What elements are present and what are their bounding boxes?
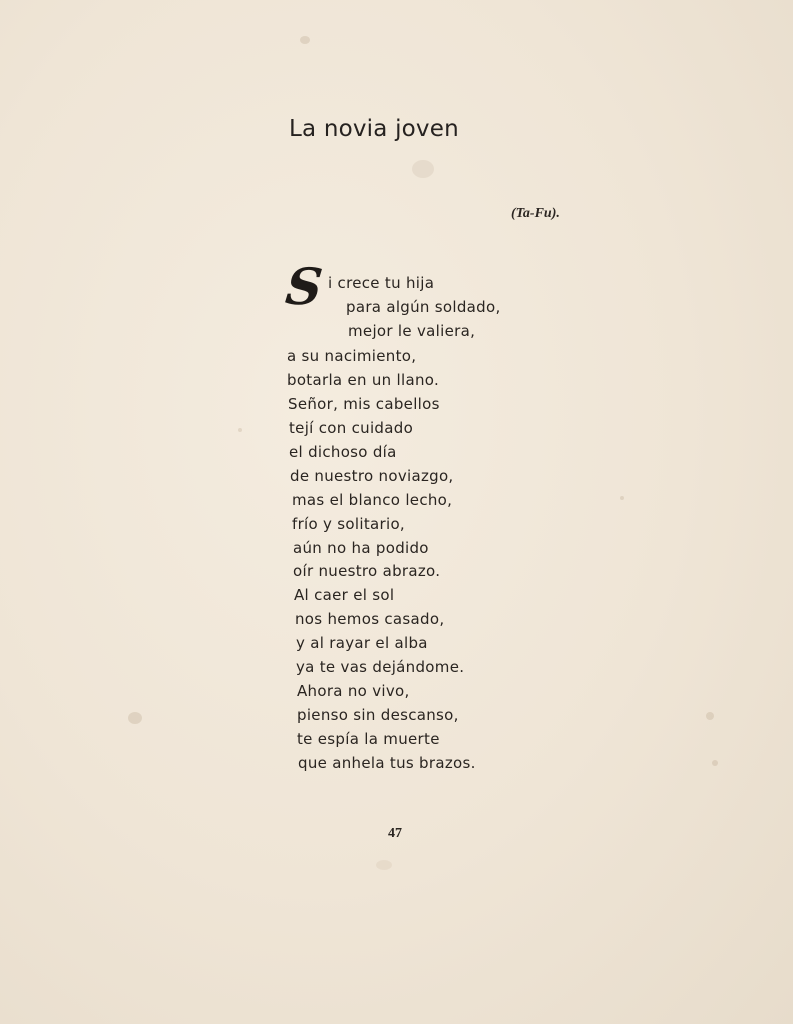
paper-speck: [706, 712, 714, 720]
paper-speck: [300, 36, 310, 44]
poem-line: Ahora no vivo,: [297, 682, 410, 700]
poem-line: Al caer el sol: [294, 586, 395, 604]
poem-line: nos hemos casado,: [295, 610, 445, 628]
paper-speck: [238, 428, 242, 432]
poem-line: frío y solitario,: [292, 515, 405, 533]
poem-line: Señor, mis cabellos: [288, 395, 440, 413]
poem-line: el dichoso día: [289, 443, 397, 461]
poem-line: mas el blanco lecho,: [292, 491, 453, 509]
poem-line: y al rayar el alba: [296, 634, 428, 652]
paper-speck: [620, 496, 624, 500]
poem-line: que anhela tus brazos.: [298, 754, 476, 772]
page-number: 47: [388, 826, 402, 841]
drop-cap-letter: S: [282, 257, 326, 316]
poem-line: aún no ha podido: [293, 539, 429, 557]
paper-speck: [376, 860, 392, 870]
poem-line: de nuestro noviazgo,: [290, 467, 454, 485]
poem-line: i crece tu hija: [328, 274, 435, 292]
poem-line: te espía la muerte: [297, 730, 440, 748]
poem-line: tejí con cuidado: [289, 419, 414, 437]
poem-line: a su nacimiento,: [287, 347, 417, 365]
paper-speck: [412, 160, 434, 178]
poem-title: La novia joven: [289, 116, 459, 142]
paper-speck: [712, 760, 718, 766]
poem-line: botarla en un llano.: [287, 371, 440, 389]
paper-speck: [128, 712, 142, 724]
poem-line: para algún soldado,: [346, 298, 501, 316]
poem-line: pienso sin descanso,: [297, 706, 459, 724]
poem-line: oír nuestro abrazo.: [293, 562, 441, 580]
poem-line: ya te vas dejándome.: [296, 658, 465, 676]
poem-attribution: (Ta-Fu).: [511, 206, 560, 221]
poem-line: mejor le valiera,: [348, 322, 476, 340]
